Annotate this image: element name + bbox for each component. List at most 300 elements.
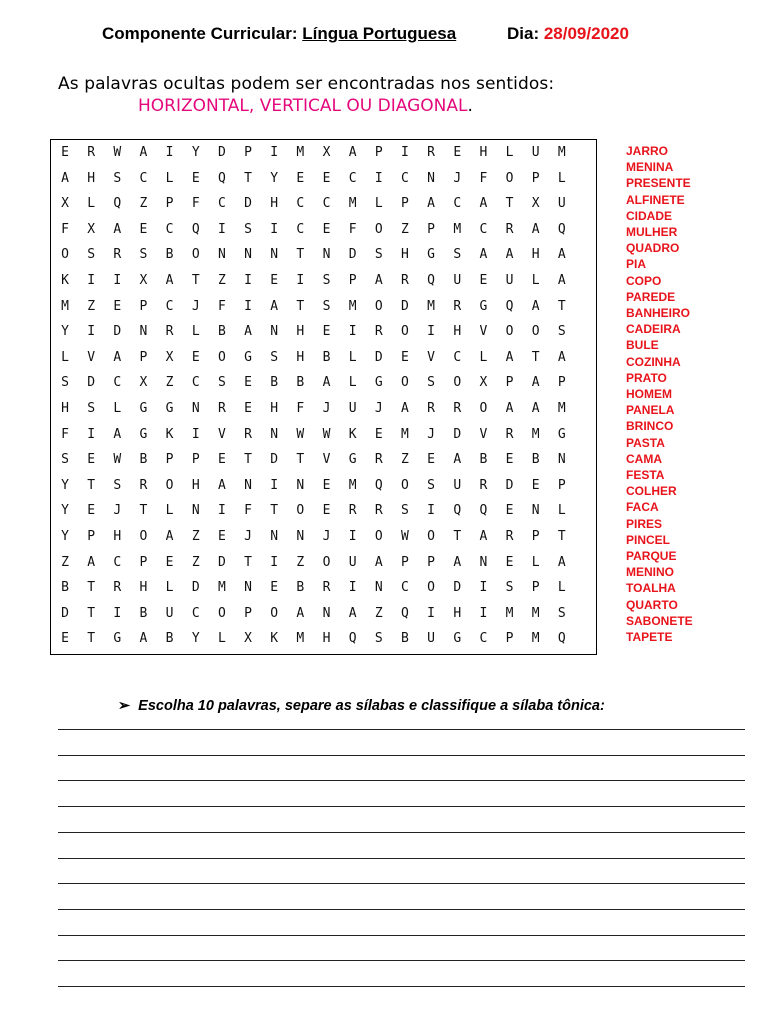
grid-cell: F (348, 221, 357, 237)
grid-cell: J (427, 426, 435, 442)
grid-cell: S (427, 477, 435, 493)
grid-cell: R (113, 580, 122, 596)
grid-cell: Q (191, 221, 200, 237)
grid-cell: O (217, 349, 226, 365)
grid-cell: A (139, 145, 148, 160)
grid-cell: E (244, 375, 252, 391)
grid-cell: B (531, 452, 540, 468)
grid-cell: A (531, 401, 540, 416)
grid-cell: A (453, 554, 462, 570)
grid-cell: O (322, 554, 331, 570)
grid-row (51, 396, 598, 422)
word-search-grid (50, 139, 597, 655)
grid-cell: A (374, 273, 383, 288)
grid-cell: E (505, 452, 514, 468)
grid-cell: R (374, 324, 383, 340)
grid-cell: T (557, 298, 566, 314)
grid-cell: H (270, 196, 279, 212)
grid-cell: U (453, 273, 462, 288)
grid-cell: R (453, 298, 462, 314)
grid-cell: D (87, 375, 96, 391)
grid-cell: L (505, 145, 514, 160)
header (0, 24, 768, 48)
grid-cell: P (165, 196, 174, 212)
grid-cell: A (113, 349, 122, 365)
grid-cell: A (479, 529, 488, 544)
grid-cell: M (453, 221, 462, 237)
grid-cell: M (61, 298, 69, 314)
grid-cell: S (427, 375, 435, 391)
grid-cell: O (401, 477, 409, 493)
grid-cell: A (165, 273, 174, 288)
grid-cell: P (139, 554, 148, 570)
grid-cell: F (296, 401, 305, 416)
grid-cell: I (348, 324, 357, 340)
grid-cell: H (453, 605, 462, 621)
grid-cell: M (557, 401, 566, 416)
grid-row (51, 217, 598, 243)
grid-cell: J (453, 170, 462, 186)
grid-cell: O (61, 247, 69, 263)
grid-cell: S (87, 247, 96, 263)
grid-cell: L (479, 349, 488, 365)
grid-cell: F (244, 503, 252, 519)
grid-cell: L (531, 273, 540, 288)
grid-cell: Z (191, 529, 200, 544)
grid-row (51, 191, 598, 217)
grid-cell: N (270, 324, 279, 340)
grid-cell: D (348, 247, 357, 263)
grid-cell: E (165, 554, 174, 570)
word-list-item: MENINA (626, 160, 674, 175)
grid-cell: T (244, 452, 252, 468)
grid-cell: Z (296, 554, 305, 570)
grid-cell: I (217, 221, 226, 237)
word-list-item: PANELA (626, 403, 675, 418)
grid-cell: P (531, 580, 540, 596)
grid-cell: N (322, 605, 331, 621)
grid-cell: A (557, 554, 566, 570)
answer-line[interactable] (58, 909, 745, 910)
grid-cell: S (322, 273, 331, 288)
grid-cell: B (479, 452, 488, 468)
grid-cell: A (427, 196, 435, 212)
grid-row (51, 268, 598, 294)
grid-cell: H (139, 580, 148, 596)
grid-cell: R (322, 580, 331, 596)
grid-cell: O (296, 503, 305, 519)
grid-cell: I (348, 580, 357, 596)
grid-cell: G (479, 298, 488, 314)
grid-cell: P (87, 529, 96, 544)
grid-cell: I (296, 273, 305, 288)
grid-cell: M (427, 298, 435, 314)
grid-cell: R (87, 145, 96, 160)
grid-cell: Q (427, 273, 435, 288)
grid-cell: I (427, 605, 435, 621)
grid-cell: A (557, 273, 566, 288)
grid-cell: A (322, 375, 331, 391)
grid-cell: O (401, 375, 409, 391)
grid-cell: O (217, 605, 226, 621)
grid-cell: L (557, 170, 566, 186)
grid-cell: V (322, 452, 331, 468)
grid-cell: N (296, 529, 305, 544)
grid-cell: I (191, 426, 200, 442)
answer-line[interactable] (58, 729, 745, 730)
grid-cell: C (296, 196, 305, 212)
grid-cell: P (139, 298, 148, 314)
word-list-item: PARQUE (626, 549, 677, 563)
grid-cell: A (113, 221, 122, 237)
word-list-item: PIRES (626, 516, 663, 531)
word-list-item: ALFINETE (626, 192, 685, 207)
grid-cell: Y (61, 529, 69, 544)
grid-cell: Z (165, 375, 174, 391)
grid-cell: B (165, 631, 174, 647)
grid-cell: H (453, 324, 462, 340)
answer-line[interactable] (58, 780, 745, 781)
grid-cell: X (322, 145, 331, 160)
grid-cell: M (296, 631, 305, 647)
grid-cell: C (322, 196, 331, 212)
grid-cell: R (505, 426, 514, 442)
answer-line[interactable] (58, 883, 745, 884)
grid-cell: W (113, 452, 122, 468)
grid-cell: H (270, 401, 279, 416)
grid-cell: N (270, 247, 279, 263)
grid-cell: C (479, 631, 488, 647)
grid-cell: T (296, 247, 305, 263)
grid-cell: L (557, 503, 566, 519)
grid-cell: A (348, 145, 357, 160)
intro-text: As palavras ocultas podem ser encontradas nos sentidos: (58, 74, 555, 94)
grid-cell: H (401, 247, 409, 263)
grid-cell: S (374, 631, 383, 647)
grid-cell: Q (557, 221, 566, 237)
grid-cell: I (217, 503, 226, 519)
grid-cell: E (531, 477, 540, 493)
grid-cell: Y (61, 477, 69, 493)
grid-cell: H (113, 529, 122, 544)
grid-cell: E (453, 145, 462, 160)
grid-cell: W (113, 145, 122, 160)
grid-cell: N (244, 477, 252, 493)
grid-cell: C (401, 580, 409, 596)
date-label-text: Dia: (507, 24, 544, 43)
grid-cell: I (113, 273, 122, 288)
grid-cell: A (557, 247, 566, 263)
grid-cell: Z (401, 221, 409, 237)
grid-cell: O (270, 605, 279, 621)
answer-line[interactable] (58, 806, 745, 807)
grid-cell: E (61, 145, 69, 160)
grid-cell: B (61, 580, 69, 596)
grid-row (51, 498, 598, 524)
grid-cell: E (505, 503, 514, 519)
answer-line[interactable] (58, 755, 745, 756)
grid-cell: O (505, 170, 514, 186)
word-list-item: CIDADE (626, 208, 673, 223)
grid-cell: A (531, 221, 540, 237)
answer-line[interactable] (58, 832, 745, 833)
grid-cell: U (531, 145, 540, 160)
word-list-item: JARRO (626, 144, 669, 158)
grid-cell: D (374, 349, 383, 365)
grid-cell: E (139, 221, 148, 237)
grid-cell: S (61, 452, 69, 468)
grid-row (51, 294, 598, 320)
grid-cell: L (374, 196, 383, 212)
grid-cell: A (217, 477, 226, 493)
grid-cell: V (87, 349, 96, 365)
grid-cell: P (505, 631, 514, 647)
grid-cell: N (479, 554, 488, 570)
grid-cell: Z (217, 273, 226, 288)
grid-cell: S (505, 580, 514, 596)
grid-cell: E (322, 221, 331, 237)
grid-cell: B (139, 452, 148, 468)
grid-cell: Z (401, 452, 409, 468)
grid-cell: D (113, 324, 122, 340)
grid-cell: K (270, 631, 279, 647)
grid-cell: P (427, 554, 435, 570)
word-list-item: PRATO (626, 370, 667, 385)
grid-cell: W (296, 426, 305, 442)
grid-cell: P (557, 477, 566, 493)
grid-cell: N (191, 503, 200, 519)
grid-cell: B (296, 375, 305, 391)
directions-highlight: HORIZONTAL, VERTICAL OU DIAGONAL (138, 96, 468, 116)
grid-cell: T (87, 631, 96, 647)
grid-cell: N (374, 580, 383, 596)
grid-cell: E (374, 426, 383, 442)
grid-cell: Y (61, 503, 69, 519)
grid-cell: M (348, 477, 357, 493)
answer-line[interactable] (58, 986, 745, 987)
grid-cell: S (113, 170, 122, 186)
grid-cell: U (453, 477, 462, 493)
exercise-instruction (118, 698, 605, 714)
grid-cell: V (479, 426, 488, 442)
grid-cell: O (374, 298, 383, 314)
word-list-item: SABONETE (626, 613, 693, 628)
grid-cell: G (557, 426, 566, 442)
grid-cell: C (479, 221, 488, 237)
grid-cell: S (322, 298, 331, 314)
grid-cell: J (191, 298, 200, 314)
grid-cell: A (531, 375, 540, 391)
grid-cell: T (557, 529, 566, 544)
grid-cell: J (322, 401, 331, 416)
grid-cell: S (401, 503, 409, 519)
grid-cell: L (165, 503, 174, 519)
grid-cell: Q (505, 298, 514, 314)
answer-line[interactable] (58, 960, 745, 961)
grid-cell: A (244, 324, 252, 340)
grid-cell: I (427, 324, 435, 340)
grid-cell: I (270, 145, 279, 160)
grid-cell: P (244, 605, 252, 621)
grid-cell: M (348, 298, 357, 314)
grid-cell: O (531, 324, 540, 340)
grid-cell: T (270, 503, 279, 519)
grid-cell: U (557, 196, 566, 212)
grid-cell: Y (61, 324, 69, 340)
grid-cell: P (401, 554, 409, 570)
grid-cell: D (217, 554, 226, 570)
grid-cell: I (270, 477, 279, 493)
subject-name: Língua Portuguesa (302, 24, 457, 43)
grid-cell: C (165, 298, 174, 314)
grid-cell: I (270, 554, 279, 570)
grid-cell: O (505, 324, 514, 340)
grid-cell: P (191, 452, 200, 468)
grid-cell: E (191, 170, 200, 186)
grid-cell: S (244, 221, 252, 237)
grid-cell: C (217, 196, 226, 212)
grid-cell: A (505, 247, 514, 263)
grid-cell: B (270, 375, 279, 391)
grid-cell: T (139, 503, 148, 519)
grid-cell: C (113, 375, 122, 391)
grid-cell: N (270, 426, 279, 442)
grid-cell: S (453, 247, 462, 263)
grid-cell: J (322, 529, 331, 544)
grid-cell: W (322, 426, 331, 442)
grid-cell: S (270, 349, 279, 365)
grid-cell: K (348, 426, 357, 442)
grid-cell: I (270, 221, 279, 237)
answer-line[interactable] (58, 935, 745, 936)
word-list-item: PAREDE (626, 289, 676, 304)
grid-cell: L (113, 401, 122, 416)
grid-cell: R (139, 477, 148, 493)
grid-cell: D (244, 196, 252, 212)
grid-cell: R (401, 273, 409, 288)
grid-cell: G (244, 349, 252, 365)
grid-cell: J (374, 401, 383, 416)
grid-cell: T (453, 529, 462, 544)
grid-cell: Q (401, 605, 409, 621)
grid-cell: T (296, 452, 305, 468)
word-list-item: TOALHA (626, 581, 676, 596)
grid-cell: R (348, 503, 357, 519)
grid-cell: N (557, 452, 566, 468)
grid-cell: A (87, 554, 96, 570)
grid-cell: F (61, 221, 69, 237)
grid-cell: Q (479, 503, 488, 519)
word-list-item: QUARTO (626, 597, 678, 612)
grid-cell: L (165, 580, 174, 596)
grid-cell: B (217, 324, 226, 340)
grid-cell: S (557, 324, 566, 340)
grid-cell: F (479, 170, 488, 186)
grid-row (51, 345, 598, 371)
grid-cell: D (270, 452, 279, 468)
grid-cell: C (165, 221, 174, 237)
grid-cell: O (374, 221, 383, 237)
grid-cell: C (296, 221, 305, 237)
grid-cell: E (270, 580, 279, 596)
grid-cell: Q (348, 631, 357, 647)
grid-cell: G (348, 452, 357, 468)
word-list-item: BANHEIRO (626, 306, 691, 320)
grid-cell: Q (217, 170, 226, 186)
grid-cell: K (61, 273, 69, 288)
grid-row (51, 140, 598, 166)
grid-cell: O (401, 324, 409, 340)
grid-cell: R (374, 503, 383, 519)
grid-cell: L (531, 554, 540, 570)
grid-cell: O (374, 529, 383, 544)
grid-cell: O (165, 477, 174, 493)
grid-cell: A (531, 298, 540, 314)
grid-cell: U (427, 631, 435, 647)
grid-cell: L (217, 631, 226, 647)
grid-cell: P (427, 221, 435, 237)
date-value: 28/09/2020 (543, 24, 629, 43)
grid-cell: Q (374, 477, 383, 493)
grid-cell: P (374, 145, 383, 160)
arrow-bullet-icon: ➢ (118, 698, 131, 714)
grid-row (51, 319, 598, 345)
grid-cell: A (348, 605, 357, 621)
grid-cell: P (531, 170, 540, 186)
grid-cell: R (427, 145, 435, 160)
grid-cell: T (296, 298, 305, 314)
word-list-item: PRESENTE (626, 176, 691, 191)
grid-cell: D (401, 298, 409, 314)
grid-cell: D (453, 426, 462, 442)
grid-cell: A (113, 426, 122, 442)
grid-cell: M (296, 145, 305, 160)
grid-cell: E (87, 503, 96, 519)
grid-cell: R (374, 452, 383, 468)
grid-cell: S (557, 605, 566, 621)
grid-cell: M (401, 426, 409, 442)
grid-cell: T (505, 196, 514, 212)
grid-cell: N (191, 401, 200, 416)
word-list-item: MULHER (626, 225, 678, 239)
grid-cell: B (165, 247, 174, 263)
word-list-item: COLHER (626, 484, 677, 499)
grid-cell: P (531, 529, 540, 544)
grid-cell: F (61, 426, 69, 442)
word-list-item: PINCEL (626, 532, 671, 547)
word-list-item: BULE (626, 338, 659, 353)
grid-cell: P (557, 375, 566, 391)
word-list-item: CADEIRA (626, 322, 681, 337)
grid-row (51, 370, 598, 396)
grid-cell: V (479, 324, 488, 340)
grid-cell: P (505, 375, 514, 391)
grid-cell: S (113, 477, 122, 493)
grid-cell: U (348, 401, 357, 416)
grid-cell: Q (113, 196, 122, 212)
grid-cell: K (165, 426, 174, 442)
grid-cell: O (479, 401, 488, 416)
directions-text (138, 96, 473, 116)
grid-cell: A (401, 401, 409, 416)
grid-cell: A (505, 401, 514, 416)
grid-cell: E (401, 349, 409, 365)
grid-cell: M (217, 580, 226, 596)
answer-line[interactable] (58, 858, 745, 859)
grid-cell: I (479, 605, 488, 621)
grid-cell: N (139, 324, 148, 340)
grid-cell: O (191, 247, 200, 263)
